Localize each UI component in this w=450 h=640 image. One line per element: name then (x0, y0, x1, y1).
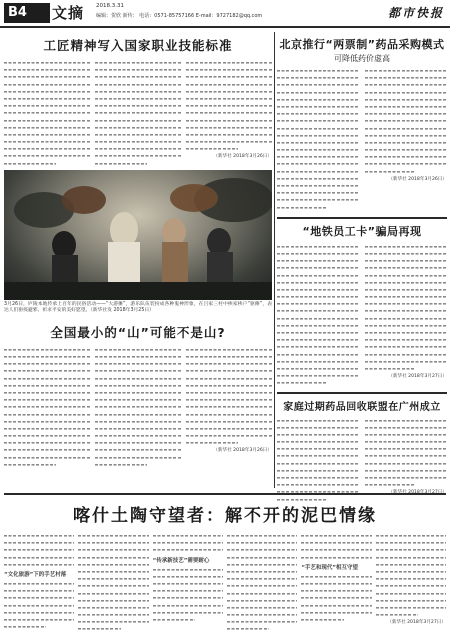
story6-byline: （新华社 2018年3月27日） (387, 620, 446, 626)
story6-col1 (4, 532, 74, 633)
story4-headline: “地铁员工卡”骗局再现 (302, 224, 422, 238)
story6-subhead-b: “传承新技艺”需要耐心 (152, 557, 210, 564)
story2-col1 (4, 346, 90, 468)
story3-col1 (277, 67, 360, 211)
page-number: B4 (4, 3, 50, 23)
story4-body (277, 243, 447, 387)
story6-body (4, 532, 446, 633)
story4-col1 (277, 243, 360, 387)
story3-body (277, 67, 447, 211)
bottom-story (4, 490, 446, 633)
story1-col3 (186, 59, 272, 167)
story6-col6 (376, 532, 446, 633)
story5-byline: （新华社 2018年3月27日） (388, 490, 447, 496)
story3-subhead: 可降低药价虚高 (334, 54, 390, 63)
story2-body (4, 346, 272, 468)
story6-col2 (78, 532, 148, 633)
right-column (277, 30, 447, 503)
story6-col5 (301, 532, 371, 633)
story1-body (4, 59, 272, 167)
story2-headline: 全国最小的“山”可能不是山? (50, 324, 226, 340)
story4-col2 (365, 243, 448, 387)
story6-subhead-c: “手艺和现代”相互守望 (301, 564, 359, 571)
story5-headline: 家庭过期药品回收联盟在广州成立 (283, 401, 441, 413)
story6-col4 (227, 532, 297, 633)
story6-col3 (153, 532, 223, 633)
story6-headline: 喀什土陶守望者：解不开的泥巴情缘 (73, 506, 377, 526)
left-column (4, 30, 272, 468)
issue-date: 2018.3.31 (96, 3, 124, 9)
section-title: 文摘 (52, 4, 85, 22)
section-rule (4, 493, 446, 495)
story6-subhead-a: “文化旅游”下的手艺村落 (4, 571, 67, 578)
paper-logo: 都市快报 (387, 6, 444, 20)
story2-col3 (186, 346, 272, 468)
editor-contact: 编辑：贺欣 新传： 电话：0571-85757166 E-mail：9727182@qq.com (96, 13, 263, 19)
story3-byline: （新华社 2018年3月26日） (388, 176, 447, 182)
story4-byline: （新华社 2018年3月27日） (388, 374, 447, 380)
photo-caption: 3月26日，庐陵本地传承上百年的民俗活动——“大游傩”，游乐队伍装扮成各种鬼神形象，在吕家三村中挨家挨户“驱傩”，表达人们驱疫避邪、祈求平安的美好愿望。（新华社发 2018年3月25日） (4, 301, 272, 314)
story3-headline: 北京推行“两票制”药品采购模式 (279, 38, 445, 51)
section-rule (277, 217, 447, 219)
news-photo (4, 170, 272, 300)
story1-headline: 工匠精神写入国家职业技能标准 (43, 38, 233, 53)
story1-col2 (95, 59, 181, 167)
page-masthead (0, 0, 450, 28)
story1-col1 (4, 59, 90, 167)
story1-byline: （新华社 2018年3月26日） (213, 154, 272, 160)
story2-col2 (95, 346, 181, 468)
story2-byline: （新华社 2018年3月26日） (213, 448, 272, 454)
festival-figures-image (4, 170, 272, 300)
section-rule (277, 392, 447, 394)
story3-col2 (365, 67, 448, 211)
column-divider (274, 32, 275, 488)
